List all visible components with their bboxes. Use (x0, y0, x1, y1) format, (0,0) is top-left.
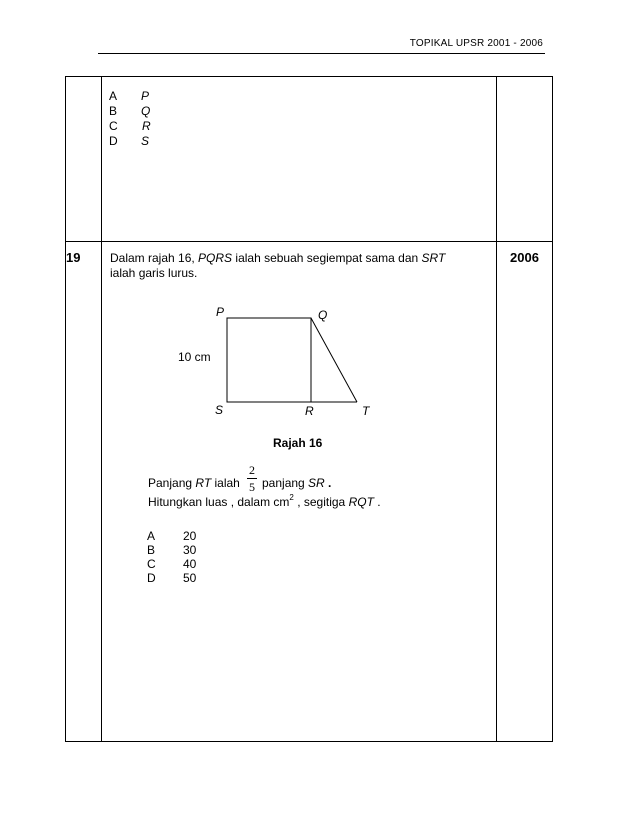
answer-letter: B (147, 543, 156, 557)
fraction-denominator: 5 (249, 480, 255, 494)
fraction-numerator: 2 (249, 463, 255, 477)
answer-letter: D (147, 571, 156, 585)
answer-option-d (147, 571, 217, 586)
vertex-label-q: Q (318, 308, 328, 322)
vertex-label-s: S (215, 403, 224, 417)
answer-letter: C (147, 557, 156, 571)
page-header: TOPIKAL UPSR 2001 - 2006 (409, 38, 543, 49)
side-length-label: 10 cm (178, 350, 211, 364)
answer-value: 40 (183, 557, 197, 571)
text-segment: , segitiga (293, 495, 349, 509)
statement-line-continued (262, 476, 331, 490)
option-value: Q (141, 104, 151, 118)
text-segment: Dalam rajah 16, (110, 251, 199, 265)
text-segment: ialah (211, 476, 240, 490)
answer-option-a (147, 529, 217, 544)
option-value: R (142, 119, 151, 133)
answer-letter: A (147, 529, 156, 543)
answer-option-c (147, 557, 217, 572)
statement-line (148, 476, 240, 490)
text-segment: . (373, 495, 381, 509)
vertex-label-r: R (305, 404, 314, 418)
period: . (324, 476, 332, 490)
shape-name-pqrs: PQRS (198, 251, 233, 265)
text-segment: Panjang (148, 476, 196, 490)
question-number: 19 (66, 250, 81, 265)
fraction (246, 463, 258, 494)
answer-value: 20 (183, 529, 197, 543)
answer-value: 50 (183, 571, 197, 585)
ask-line (148, 495, 381, 509)
answer-option-b (147, 543, 217, 558)
line-qt (311, 318, 357, 402)
option-value: P (141, 89, 150, 103)
square-pqrs (227, 318, 311, 402)
triangle-rqt: RQT (348, 495, 374, 509)
option-letter: A (109, 89, 118, 103)
option-letter: D (109, 134, 118, 148)
segment-sr: SR (308, 476, 325, 490)
option-letter: B (109, 104, 118, 118)
fraction-bar (247, 478, 257, 479)
segment-rt: RT (195, 476, 212, 490)
question-line-2: ialah garis lurus. (110, 266, 198, 280)
answer-value: 30 (183, 543, 197, 557)
text-segment: ialah sebuah segiempat sama dan (232, 251, 422, 265)
text-segment: Hitungkan luas , dalam cm (148, 495, 290, 509)
option-letter: C (109, 119, 118, 133)
vertex-label-t: T (362, 404, 370, 418)
superscript-2: 2 (289, 493, 294, 502)
vertex-label-p: P (216, 305, 225, 319)
line-name-srt: SRT (421, 251, 446, 265)
text-segment: panjang (262, 476, 309, 490)
option-value: S (141, 134, 150, 148)
question-year: 2006 (510, 250, 539, 265)
figure-caption: Rajah 16 (273, 436, 323, 450)
